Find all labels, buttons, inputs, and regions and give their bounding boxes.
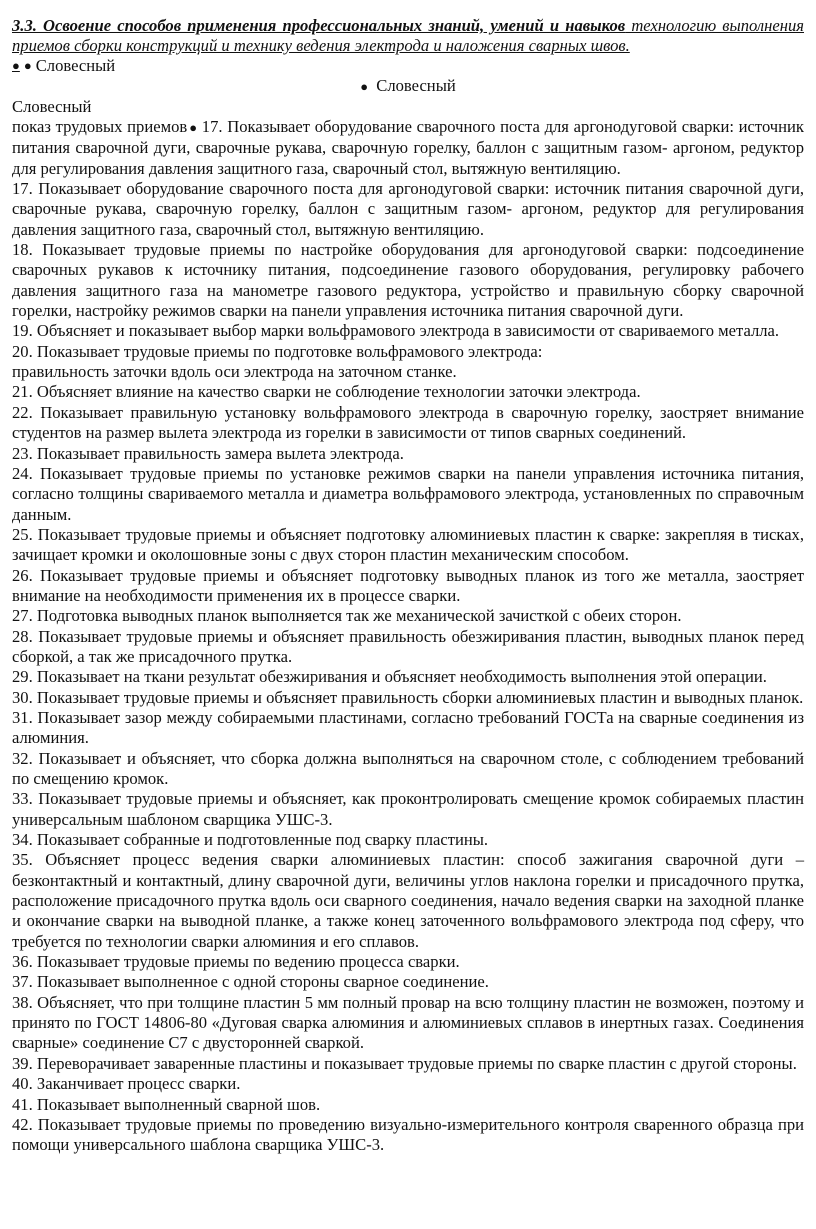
list-item: 40. Заканчивает процесс сварки.: [12, 1074, 241, 1094]
intro-prefix: показ трудовых приемов: [12, 117, 188, 136]
intro-paragraph: [12, 117, 804, 179]
intro-text: 17. Показывает оборудование сварочного поста для аргонодуговой сварки: источник питания сварочной дуги, сварочные рукава, сварочную горелку, баллон с защитным газом- аргоном, редуктор для регулирования давления защитного газа, сварочный стол, вытяжную вентиляцию.: [12, 117, 804, 178]
bullet-icon: ●: [189, 120, 198, 135]
list-item: 25. Показывает трудовые приемы и объясняет подготовку алюминиевых пластин к сварке: закрепляя в тисках, зачищает кромки и околошовные зоны с двух сторон пластин механическим способом.: [12, 524, 804, 565]
list-item: 26. Показывает трудовые приемы и объясняет подготовку выводных планок из того же металла, заостряет внимание на необходимости применения их в процессе сварки.: [12, 565, 804, 605]
bullet-icon: ●: [360, 79, 369, 94]
list-item: 41. Показывает выполненный сварной шов.: [12, 1094, 321, 1114]
list-item: 21. Объясняет влияние на качество сварки не соблюдение технологии заточки электрода.: [12, 382, 641, 402]
list-item: 22. Показывает правильную установку вольфрамового электрода в сварочную горелку, заостряет внимание студентов на размер вылета электрода из горелки в зависимости от типов сварных соединений.: [12, 402, 804, 443]
plain-line: Словесный: [12, 97, 92, 116]
list-item: 34. Показывает собранные и подготовленные под сварку пластины.: [12, 830, 489, 850]
section-heading-italic: технологию выполнения приемов сборки конструкций и технику ведения электрода и наложения сварных швов.: [12, 16, 804, 55]
bullet-line-1: [12, 56, 804, 76]
list-item: 32. Показывает и объясняет, что сборка должна выполняться на сварочном столе, с соблюдением требований по смещению кромок.: [12, 748, 804, 788]
list-item: 37. Показывает выполненное с одной стороны сварное соединение.: [12, 972, 489, 992]
list-item: 31. Показывает зазор между собираемыми пластинами, согласно требований ГОСТа на сварные соединения из алюминия.: [12, 707, 804, 748]
bullet-icon: ●: [23, 58, 32, 73]
list-item: 28. Показывает трудовые приемы и объясняет правильность обезжиривания пластин, выводных планок перед сборкой, а так же присадочного прутка.: [12, 626, 804, 666]
list-item: 23. Показывает правильность замера вылета электрода.: [12, 443, 404, 463]
items-list: [12, 117, 804, 1156]
list-item: правильность заточки вдоль оси электрода на заточном станке.: [12, 362, 457, 382]
list-item: 20. Показывает трудовые приемы по подготовке вольфрамового электрода:: [12, 341, 543, 361]
list-item: 24. Показывает трудовые приемы по установке режимов сварки на панели управления источника питания, согласно толщины свариваемого металла и диаметра вольфрамового электрода, установленных по справочным данным.: [12, 463, 804, 524]
list-item: 29. Показывает на ткани результат обезжиривания и объясняет необходимость выполнения этой операции.: [12, 667, 767, 687]
bullet-line-1-text: Словесный: [35, 56, 116, 75]
bullet-line-2-text: Словесный: [376, 76, 456, 95]
list-item: 27. Подготовка выводных планок выполняется так же механической зачисткой с обеих сторон.: [12, 606, 682, 626]
section-heading: [12, 16, 804, 56]
list-item: 33. Показывает трудовые приемы и объясняет, как проконтролировать смещение кромок собираемых пластин универсальным шаблоном сварщика УШС-3.: [12, 789, 804, 829]
list-item: 19. Объясняет и показывает выбор марки вольфрамового электрода в зависимости от свариваемого металла.: [12, 321, 780, 341]
bullet-line-2: [12, 76, 804, 97]
list-item: 17. Показывает оборудование сварочного поста для аргонодуговой сварки: источник питания сварочной дуги, сварочные рукава, сварочную горелку, баллон с защитным газом- аргоном, редуктор для регулирования давления защитного газа, сварочный стол, вытяжную вентиляцию.: [12, 179, 804, 239]
section-heading-bold: 3.3. Освоение способов применения профессиональных знаний, умений и навыков: [12, 16, 626, 35]
list-item: 18. Показывает трудовые приемы по настройке оборудования для аргонодуговой сварки: подсоединение сварочных рукавов к источнику питания, подсоединение газового оборудования, регулировку рабочего давления защитного газа на манометре газового редуктора, устройство и правильную сборку сварочной горелки, настройку режимов сварки на панели управления источника питания сварочной дуги.: [12, 240, 804, 321]
list-item: 39. Переворачивает заваренные пластины и показывает трудовые приемы по сварке пластин с другой стороны.: [12, 1053, 797, 1073]
bullet-icon: ●: [12, 58, 20, 73]
list-item: 42. Показывает трудовые приемы по проведению визуально-измерительного контроля сваренного образца при помощи универсального шаблона сварщика УШС-3.: [12, 1114, 804, 1155]
list-item: 36. Показывает трудовые приемы по ведению процесса сварки.: [12, 952, 460, 972]
list-item: 35. Объясняет процесс ведения сварки алюминиевых пластин: способ зажигания сварочной дуги – безконтактный и контактный, длину сварочной дуги, величины углов наклона горелки и присадочного прутка, расположение присадочного прутка вдоль оси сварного соединения, начало ведения сварки на заходной планке и окончание сварки на выводной планке, а также конец заточенного вольфрамового электрода под сферу, что требуется по технологии сварки алюминия и его сплавов.: [12, 850, 804, 951]
list-item: 38. Объясняет, что при толщине пластин 5 мм полный провар на всю толщину пластин не возможен, поэтому и принято по ГОСТ 14806-80 «Дуговая сварка алюминия и алюминиевых сплавов в инертных газах. Соединения сварные» соединение С7 с двусторонней сваркой.: [12, 992, 804, 1053]
list-item: 30. Показывает трудовые приемы и объясняет правильность сборки алюминиевых пластин и выводных планок.: [12, 687, 804, 707]
